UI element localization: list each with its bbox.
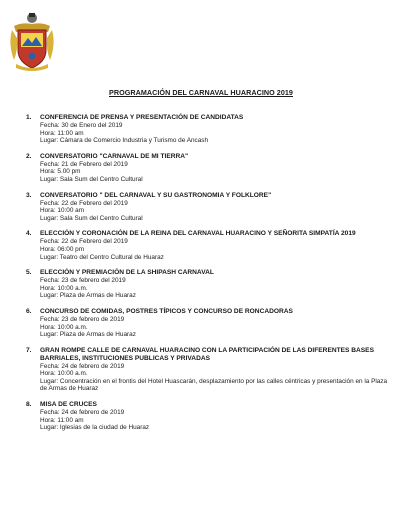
event-item [26,269,388,300]
event-title: ELECCIÓN Y PREMIACIÓN DE LA SHIPASH CARNAVAL [40,269,214,277]
event-date: Fecha: 30 de Enero del 2019 [40,122,123,129]
event-number: 7. [26,346,32,354]
events-list [26,114,388,440]
event-time: Hora: 10:00 a.m. [40,284,88,292]
event-title: MISA DE CRUCES [40,401,97,409]
event-date: Fecha: 21 de Febrero del 2019 [40,160,128,168]
event-title: CONVERSATORIO " DEL CARNAVAL Y SU GASTRONOMIA Y FOLKLORE" [40,191,272,199]
event-date: Fecha: 22 de Febrero del 2019 [40,199,128,207]
event-place: Lugar: Plaza de Armas de Huaraz [40,292,136,300]
event-title: GRAN ROMPE CALLE DE CARNAVAL HUARACINO CON LA PARTICIPACIÓN DE LAS DIFERENTES BASES BARRIALES, INSTITUCIONES PUBLICAS Y PRIVADAS [40,346,374,362]
event-number: 1. [26,114,32,121]
event-time: Hora: 10:00 a.m. [40,323,88,331]
event-title: CONVERSATORIO "CARNAVAL DE MI TIERRA" [40,152,189,160]
event-date: Fecha: 22 de Febrero del 2019 [40,238,128,246]
event-item [26,347,388,393]
event-place: Lugar: Iglesias de la ciudad de Huaraz [40,424,150,432]
event-title: CONCURSO DE COMIDAS, POSTRES TÍPICOS Y CONCURSO DE RONCADORAS [40,307,293,315]
event-number: 5. [26,269,32,277]
event-title: ELECCIÓN Y CORONACIÓN DE LA REINA DEL CARNAVAL HUARACINO Y SEÑORITA SIMPATÍA 2019 [40,230,356,238]
event-place: Lugar: Sala Sum del Centro Cultural [40,175,143,183]
event-date: Fecha: 24 de febrero de 2019 [40,409,125,417]
event-time: Hora: 5.00 pm [40,168,81,176]
event-item [26,230,388,261]
event-place: Lugar: Sala Sum del Centro Cultural [40,214,143,222]
event-item [26,153,388,184]
event-time: Hora: 11:00 am [40,416,84,424]
event-date: Fecha: 23 de febrero de 2019 [40,315,125,323]
event-time: Hora: 10:00 am [40,207,85,215]
event-number: 8. [26,401,32,409]
event-item [26,192,388,223]
event-item [26,308,388,339]
event-date: Fecha: 23 de febrero del 2019 [40,277,126,285]
event-item [26,114,388,145]
event-item [26,401,388,432]
event-number: 3. [26,191,32,199]
event-time: Hora: 06:00 pm [40,245,85,253]
event-place: Lugar: Concentración en el frontis del Hotel Huascarán, desplazamiento por las calles céntricas y presentación en la Plaza de Armas de Huaraz [40,377,388,393]
event-time: Hora: 10:00 a.m. [40,370,88,378]
event-place: Lugar: Teatro del Centro Cultural de Huaraz [40,253,164,261]
document-title: PROGRAMACIÓN DEL CARNAVAL HUARACINO 2019 [109,88,293,97]
event-date: Fecha: 24 de febrero de 2019 [40,362,125,370]
event-number: 6. [26,307,32,315]
event-place: Lugar: Plaza de Armas de Huaraz [40,331,136,339]
event-place: Lugar: Cámara de Comercio Industria y Turismo de Ancash [40,137,209,145]
event-title: CONFERENCIA DE PRENSA Y PRESENTACIÓN DE CANDIDATAS [40,114,244,121]
event-number: 4. [26,230,32,238]
event-number: 2. [26,152,32,160]
municipal-coat-of-arms-icon [8,10,56,74]
event-time: Hora: 11:00 am [40,129,84,137]
